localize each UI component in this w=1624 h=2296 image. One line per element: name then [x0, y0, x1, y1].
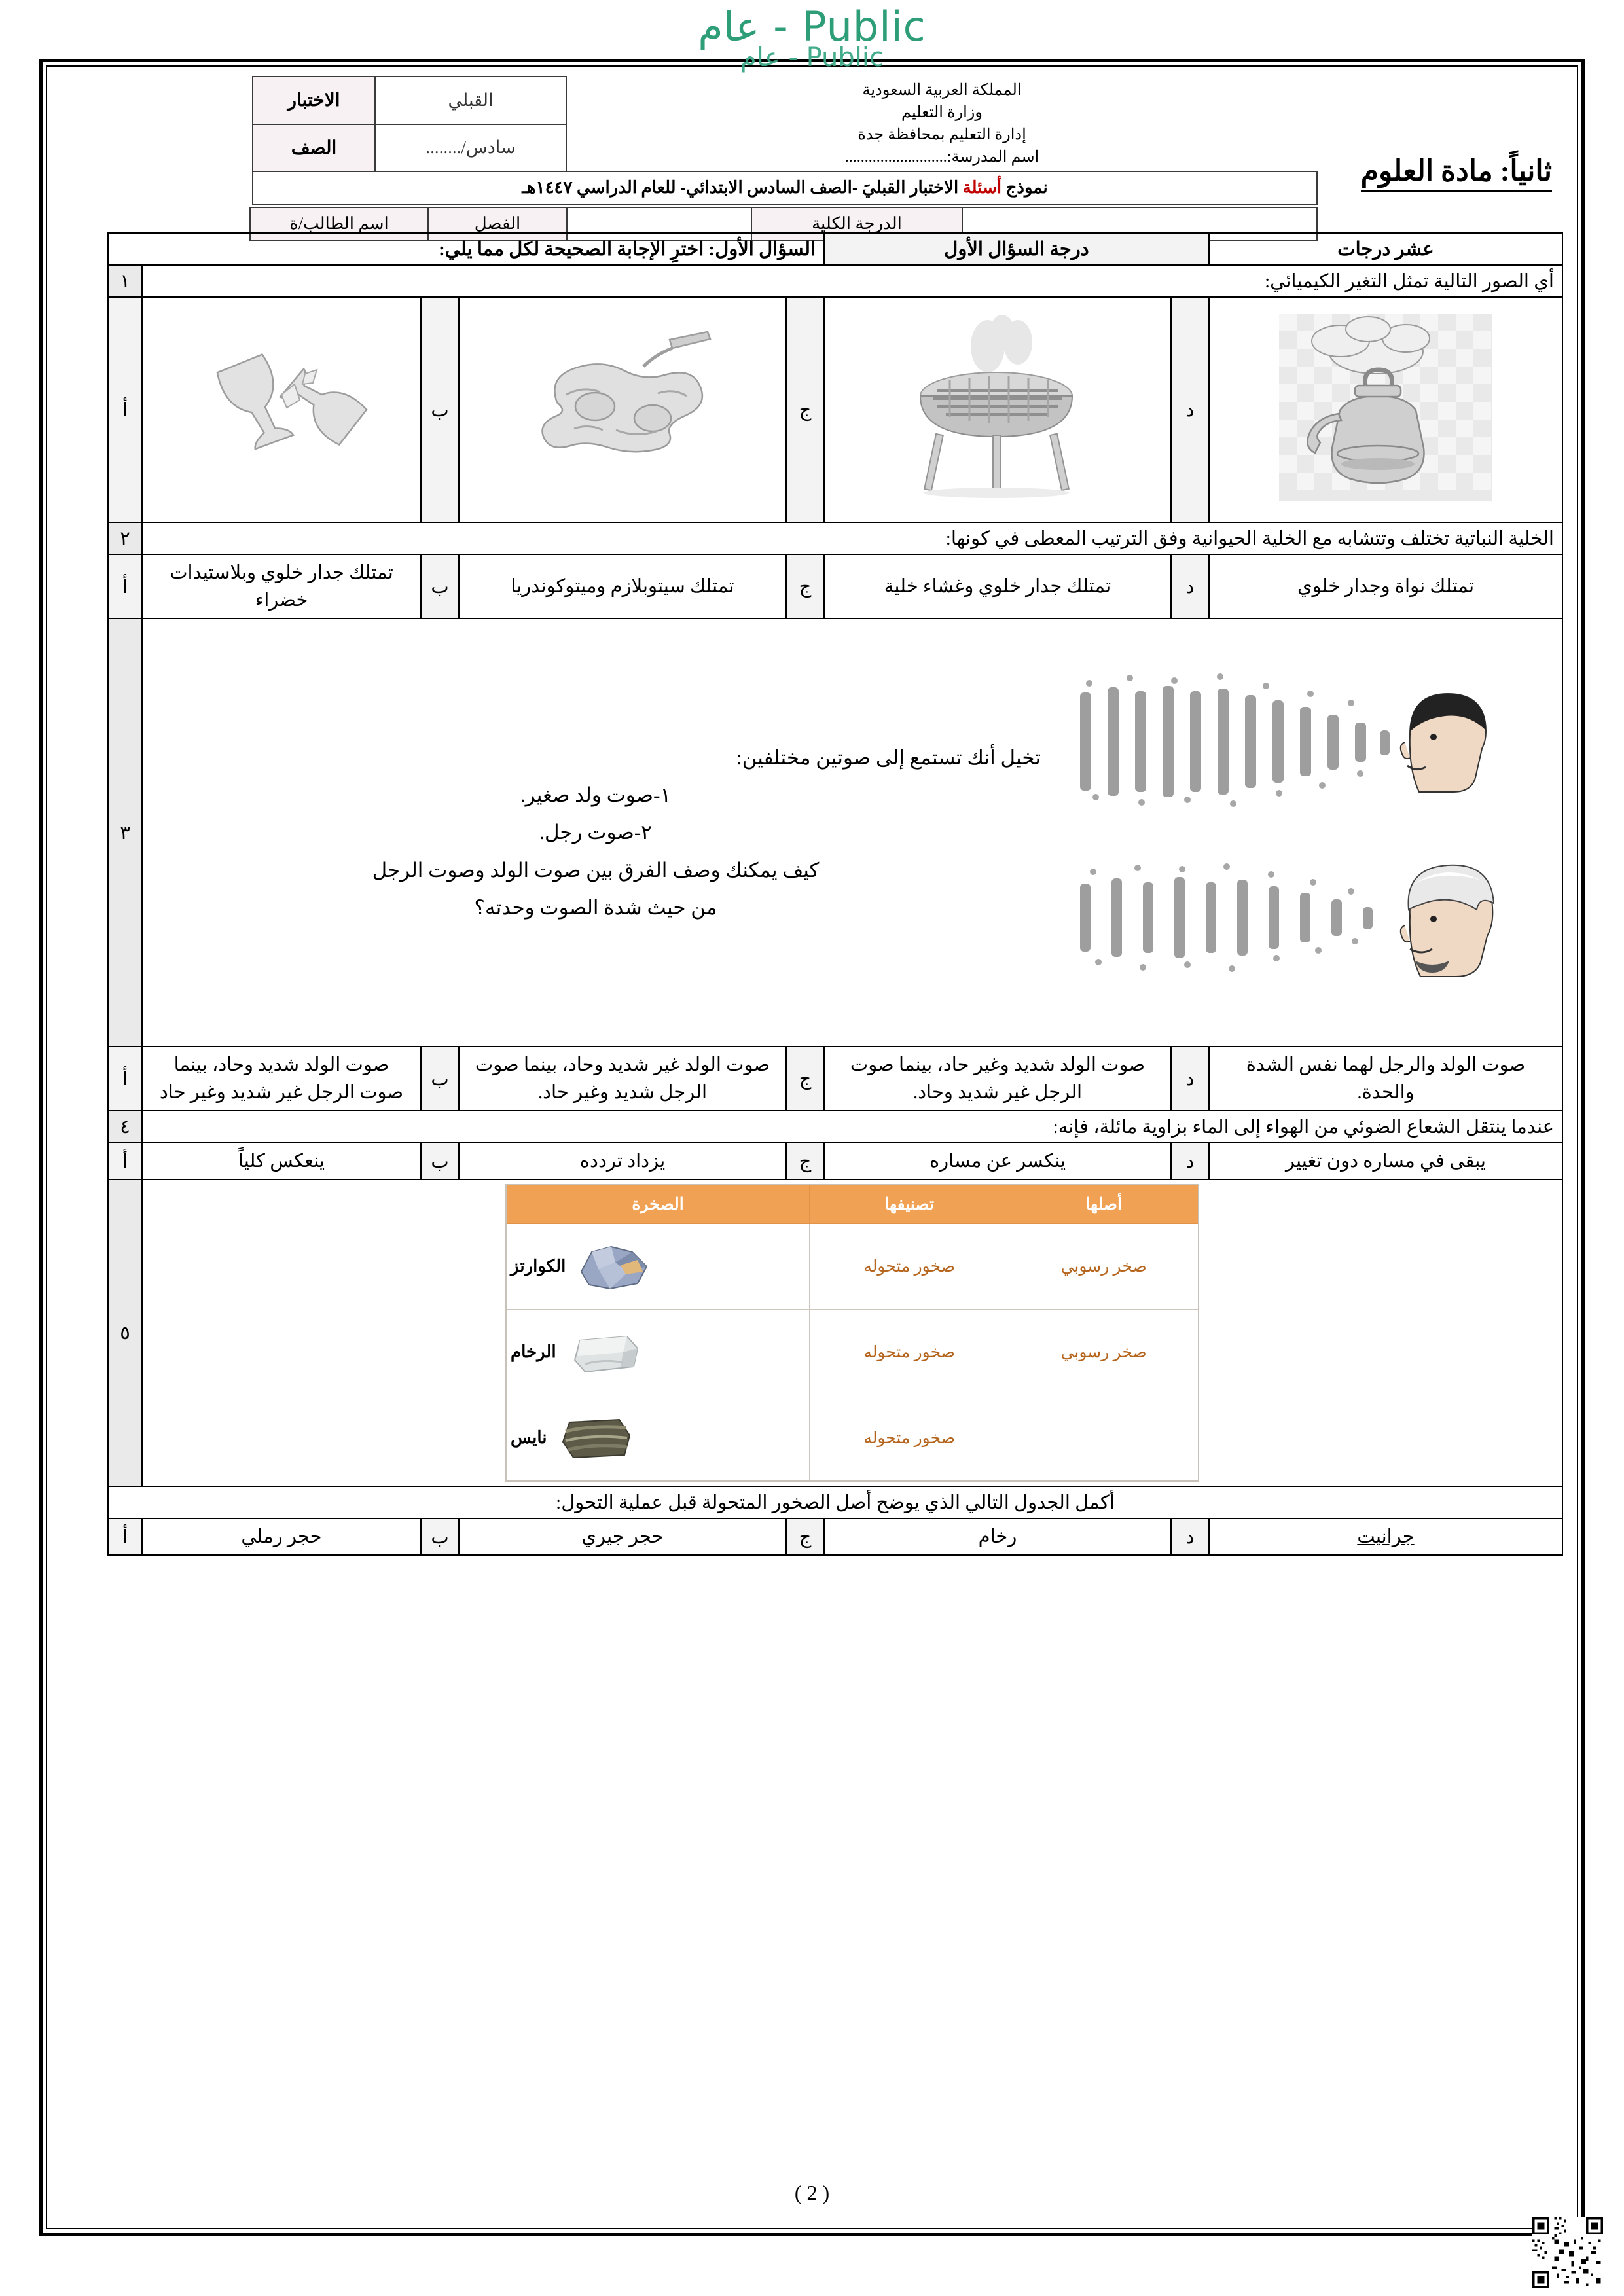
q3-option-b[interactable]: صوت الولد غير شديد وحاد، بينما صوت الرجل شديد وغير حاد.	[459, 1047, 786, 1111]
q1-option-c-image[interactable]	[824, 297, 1171, 522]
mark-label: درجة السؤال الأول	[824, 233, 1209, 265]
q5-letter-c: ج	[786, 1518, 824, 1555]
q1-letter-c: ج	[786, 297, 824, 522]
man-head-with-ghutra	[1401, 865, 1494, 977]
q2-option-c[interactable]: تمتلك جدار خلوي وغشاء خلية	[824, 554, 1171, 619]
student-name-label: اسم الطالب/ة	[250, 207, 428, 240]
qr-code-icon	[1532, 2217, 1603, 2288]
q4-option-a[interactable]: ينعكس كلياً	[142, 1143, 421, 1179]
q5-option-b[interactable]: حجر جيري	[459, 1518, 786, 1555]
grade-label: الصف	[253, 124, 375, 172]
q4-letter-d: د	[1171, 1143, 1209, 1179]
q3-number: ٣	[108, 619, 142, 1047]
rock-origin-1: صخر رسوبي	[1009, 1224, 1199, 1310]
q1-option-d-image[interactable]	[1209, 297, 1562, 522]
rock-origin-3[interactable]	[1009, 1395, 1199, 1482]
marble-rock-icon	[566, 1326, 644, 1378]
q3-letter-d: د	[1171, 1047, 1209, 1111]
document-title	[253, 171, 1317, 204]
barbecue-grill-icon	[890, 312, 1106, 502]
q4-option-b[interactable]: يزداد تردده	[459, 1143, 786, 1179]
rock-name-cell-2	[506, 1310, 810, 1395]
q2-letter-b: ب	[421, 554, 459, 619]
q1-letter-b: ب	[421, 297, 459, 522]
q5-letter-a: أ	[108, 1518, 142, 1555]
rock-table-header-row	[506, 1185, 1199, 1224]
rock-table-row	[506, 1310, 1199, 1395]
q1-option-b-image[interactable]	[459, 297, 786, 522]
steaming-kettle-icon	[1278, 312, 1494, 502]
q1-text: أي الصور التالية تمثل التغير الكيميائي:	[142, 265, 1562, 297]
q3-line-4: كيف يمكنك وصف الفرق بين صوت الولد وصوت الرجل	[372, 858, 820, 882]
watermark-line-1: Public - عام	[698, 3, 926, 50]
q1-letter-d: د	[1171, 297, 1209, 522]
q4-option-d[interactable]: يبقى في مساره دون تغيير	[1209, 1143, 1562, 1179]
subject-heading: ثانياً: مادة العلوم	[1361, 156, 1552, 192]
header-row-title	[253, 171, 1317, 204]
q5-option-a[interactable]: حجر رملي	[142, 1518, 421, 1555]
q2-letter-c: ج	[786, 554, 824, 619]
q4-number: ٤	[108, 1111, 142, 1143]
rock-header-origin: أصلها	[1009, 1185, 1199, 1224]
fried-eggs-icon	[518, 325, 727, 489]
exam-body	[109, 232, 1563, 1556]
rock-name-cell-3	[506, 1395, 810, 1482]
quartz-rock-icon	[575, 1240, 653, 1293]
q3-text-block	[151, 739, 1056, 927]
q3-option-c[interactable]: صوت الولد شديد وغير حاد، بينما صوت الرجل غير شديد وحاد.	[824, 1047, 1171, 1111]
rock-origin-2: صخر رسوبي	[1009, 1310, 1199, 1395]
q3-line-2: ١-صوت ولد صغير.	[520, 783, 672, 807]
q3-letter-c: ج	[786, 1047, 824, 1111]
rock-table-row	[506, 1224, 1199, 1310]
question-one-band	[108, 233, 1562, 265]
q3-letter-b: ب	[421, 1047, 459, 1111]
q3-option-a[interactable]: صوت الولد شديد وحاد، بينما صوت الرجل غير شديد وغير حاد	[142, 1047, 421, 1111]
page-number: ( 2 )	[794, 2181, 830, 2204]
q2-text-row	[108, 522, 1562, 554]
document-header	[252, 76, 1318, 205]
org-line-3: إدارة التعليم بمحافظة جدة	[857, 126, 1026, 144]
mark-value: عشر درجات	[1209, 233, 1562, 265]
q2-letter-d: د	[1171, 554, 1209, 619]
q5-prompt: أكمل الجدول التالي الذي يوضح أصل الصخور المتحولة قبل عملية التحول:	[108, 1486, 1562, 1518]
q3-illustration	[1056, 669, 1554, 996]
rock-table	[505, 1184, 1199, 1482]
q2-option-d[interactable]: تمتلك نواة وجدار خلوي	[1209, 554, 1562, 619]
rock-name-3: نايس	[511, 1428, 547, 1448]
q5-options-row	[108, 1518, 1562, 1555]
q5-stimulus	[142, 1179, 1562, 1486]
broken-glass-icon	[183, 332, 380, 482]
rock-header-rock: الصخرة	[506, 1185, 810, 1224]
q4-letter-a: أ	[108, 1143, 142, 1179]
q1-letter-a: أ	[108, 297, 142, 522]
class-label: الفصل	[428, 207, 567, 240]
q3-text-row	[108, 619, 1562, 1047]
title-suffix: الاختبار القبليَ -الصف السادس الابتدائي- للعام الدراسي ١٤٤٧هـ	[522, 178, 963, 198]
man-sound-waves-icon	[1070, 846, 1554, 996]
exam-table	[107, 232, 1563, 1556]
header-row-exam	[253, 77, 1317, 124]
q3-stimulus	[142, 619, 1562, 1047]
q5-number: ٥	[108, 1179, 142, 1486]
rock-header-classification: تصنيفها	[810, 1185, 1009, 1224]
rock-name-cell-1	[506, 1224, 810, 1310]
rock-name-2: الرخام	[511, 1342, 556, 1362]
boy-head	[1401, 694, 1486, 792]
exam-type-label: الاختبار	[253, 77, 375, 124]
rock-name-1: الكوارتز	[511, 1257, 566, 1276]
title-highlight: أسئلة	[962, 178, 1002, 198]
q3-line-1: تخيل أنك تستمع إلى صوتين مختلفين:	[736, 745, 1041, 769]
rock-classification-2: صخور متحوله	[810, 1310, 1009, 1395]
q3-options-row	[108, 1047, 1562, 1111]
org-line-2: وزارة التعليم	[901, 104, 983, 122]
q3-option-d[interactable]: صوت الولد والرجل لهما نفس الشدة والحدة.	[1209, 1047, 1562, 1111]
q2-number: ٢	[108, 522, 142, 554]
q5-stimulus-row	[108, 1179, 1562, 1486]
q2-option-b[interactable]: تمتلك سيتوبلازم وميتوكوندريا	[459, 554, 786, 619]
q4-text-row	[108, 1111, 1562, 1143]
q1-options-row	[108, 297, 1562, 522]
rock-table-row	[506, 1395, 1199, 1482]
total-label: الدرجة الكلية	[751, 207, 962, 240]
q4-letter-b: ب	[421, 1143, 459, 1179]
q5-letter-b: ب	[421, 1518, 459, 1555]
grade-value: سادس/........	[375, 124, 566, 172]
q2-letter-a: أ	[108, 554, 142, 619]
title-prefix: نموذج	[1001, 178, 1048, 198]
q3-line-3: ٢-صوت رجل.	[539, 821, 652, 844]
q4-text: عندما ينتقل الشعاع الضوئي من الهواء إلى الماء بزاوية مائلة، فإنه:	[142, 1111, 1562, 1143]
watermark-line-2: Public - عام	[740, 43, 884, 73]
q4-letter-c: ج	[786, 1143, 824, 1179]
rock-classification-3: صخور متحوله	[810, 1395, 1009, 1482]
org-line-1: المملكة العربية السعودية	[862, 82, 1022, 99]
org-line-4: اسم المدرسة:..........................	[844, 149, 1039, 166]
rock-classification-1: صخور متحوله	[810, 1224, 1009, 1310]
q3-line-5: من حيث شدة الصوت وحدته؟	[474, 896, 717, 920]
q2-options-row	[108, 554, 1562, 619]
q5-letter-d: د	[1171, 1518, 1209, 1555]
q1-option-a-image[interactable]	[142, 297, 421, 522]
q1-text-row	[108, 265, 1562, 297]
q5-option-d[interactable]: جرانيت	[1209, 1518, 1562, 1555]
q5-option-c[interactable]: رخام	[824, 1518, 1171, 1555]
question-one-title: السؤال الأول: اخترِ الإجابة الصحيحة لكل مما يلي:	[108, 233, 824, 265]
q2-text: الخلية النباتية تختلف وتتشابه مع الخلية الحيوانية وفق الترتيب المعطى في كونها:	[142, 522, 1562, 554]
q4-options-row	[108, 1143, 1562, 1179]
boy-sound-waves-icon	[1070, 669, 1554, 819]
header-table	[252, 76, 1318, 205]
q2-option-a[interactable]: تمتلك جدار خلوي وبلاستيدات خضراء	[142, 554, 421, 619]
q1-number: ١	[108, 265, 142, 297]
qr-code	[1532, 2217, 1603, 2288]
q5-prompt-row	[108, 1486, 1562, 1518]
exam-type-value: القبلي	[375, 77, 566, 124]
q4-option-c[interactable]: ينكسر عن مساره	[824, 1143, 1171, 1179]
gneiss-rock-icon	[556, 1412, 635, 1464]
organization-block	[566, 77, 1317, 171]
q3-letter-a: أ	[108, 1047, 142, 1111]
